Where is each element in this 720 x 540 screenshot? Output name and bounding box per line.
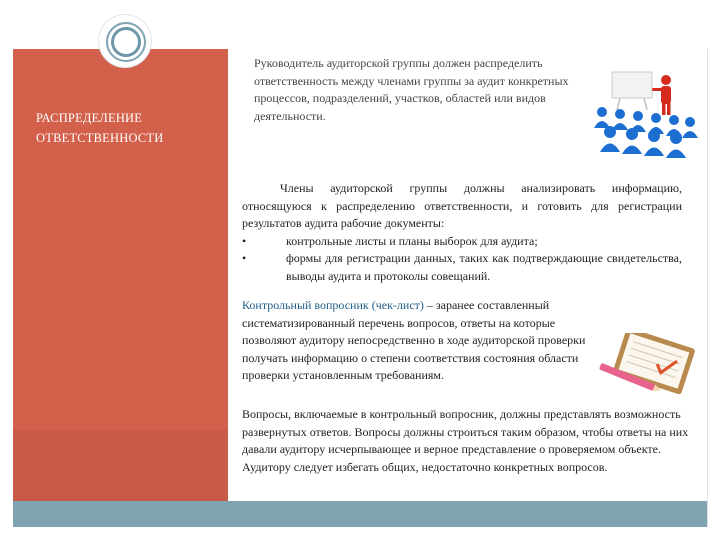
audit-team-presentation-icon [590,66,702,158]
checklist-definition-part1: – заранее составленный систематизированный перечень вопросов, ответы на которые позволяют аудитору непосредственно в ходе аудиторской проверки получать [242,298,586,365]
list-item-text: формы для регистрации данных, таких как подтверждающие свидетельства, выводы аудита и протоколы совещаний. [286,251,682,283]
presenter-figure [652,75,671,115]
bullet-mark: • [242,251,247,266]
emblem-inner-ring [111,27,141,57]
checklist-term: Контрольный вопросник (чек-лист) [242,298,424,312]
bullet-mark: • [242,233,247,248]
list-item [242,233,682,251]
list-item-text: контрольные листы и планы выборок для аудита; [286,233,538,248]
slide-title [36,108,216,148]
checklist-definition-block [242,297,587,385]
clipboard-checklist-pencil-icon [596,333,696,403]
title-panel-lower [13,430,228,501]
list-item [242,250,682,285]
questions-paragraph: Вопросы, включаемые в контрольный вопросник, должны представлять возможность развернутых ответов. Вопросы должны строиться таким образом, чтобы ответы на них давали аудитору исчерпывающее и верное представление о проверяемом объекте. Аудитору следует избегать общих, недостаточно конкретных вопросов. [242,407,689,474]
presentation-board [612,72,652,110]
slide-title-line-1: РАСПРЕДЕЛЕНИЕ [36,111,143,125]
audience-figures [594,107,698,158]
bottom-bar [13,501,707,527]
intro-paragraph: Руководитель аудиторской группы должен распределить ответственность между членами группы за аудит конкретных процессов, подразделений, участков, областей или видов деятельности. [254,56,569,123]
members-paragraph-text: Члены аудиторской группы должны анализировать информацию, относящуюся к распределению ответственности, и готовить для регистрации результатов аудита рабочие документы: [242,181,682,231]
circle-emblem-icon [99,15,151,67]
right-edge-line [707,49,708,527]
checklist-definition-part2: информацию о степени соответствия состояния области проверки установленным требованиям. [242,350,579,383]
members-paragraph [242,180,682,286]
slide-title-line-2: ОТВЕТСТВЕННОСТИ [36,131,164,145]
